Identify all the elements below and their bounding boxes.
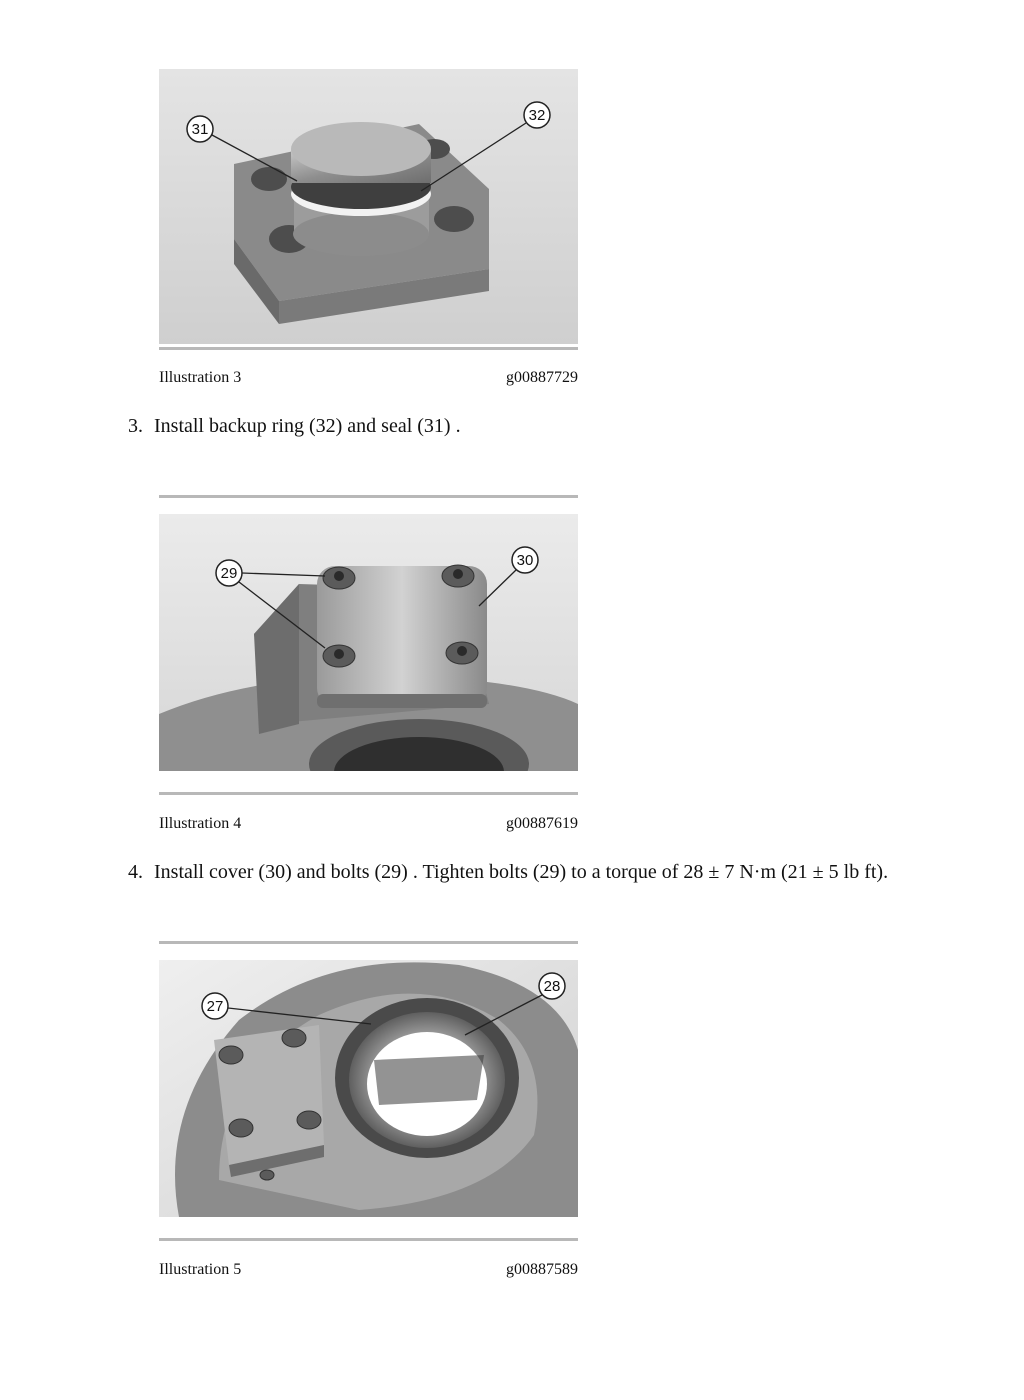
callout-31-label: 31 <box>191 121 209 138</box>
step-4-number: 4. <box>128 861 143 883</box>
step-4 <box>128 860 888 884</box>
illustration-3-divider <box>159 347 578 350</box>
step-3 <box>128 414 461 438</box>
illustration-4-divider <box>159 792 578 795</box>
callout-28-label: 28 <box>543 978 561 995</box>
callout-27-label: 27 <box>206 998 224 1015</box>
illustration-4-code: g00887619 <box>506 815 578 832</box>
illustration-5-photo <box>159 960 578 1217</box>
callout-29-label: 29 <box>220 565 238 582</box>
housing-cover-image <box>159 514 578 771</box>
step-3-text: Install backup ring (32) and seal (31) . <box>154 415 461 437</box>
illustration-3-photo <box>159 69 578 344</box>
callout-30-label: 30 <box>516 552 534 569</box>
illustration-5-code: g00887589 <box>506 1261 578 1278</box>
flange-cover-image <box>159 69 578 344</box>
illustration-3-label: Illustration 3 <box>159 369 242 386</box>
step-4-text: Install cover (30) and bolts (29) . Tighten bolts (29) to a torque of 28 ± 7 N·m (21 ± 5 lb ft). <box>154 861 889 883</box>
illustration-3-code: g00887729 <box>506 369 578 386</box>
illustration-5-label: Illustration 5 <box>159 1261 242 1278</box>
illustration-4-top-divider <box>159 495 578 498</box>
illustration-5-divider <box>159 1238 578 1241</box>
illustration-5-top-divider <box>159 941 578 944</box>
callout-32-label: 32 <box>528 107 546 124</box>
illustration-4-photo <box>159 514 578 771</box>
housing-seal-image <box>159 960 578 1217</box>
step-3-number: 3. <box>128 415 143 437</box>
illustration-4-label: Illustration 4 <box>159 815 242 832</box>
